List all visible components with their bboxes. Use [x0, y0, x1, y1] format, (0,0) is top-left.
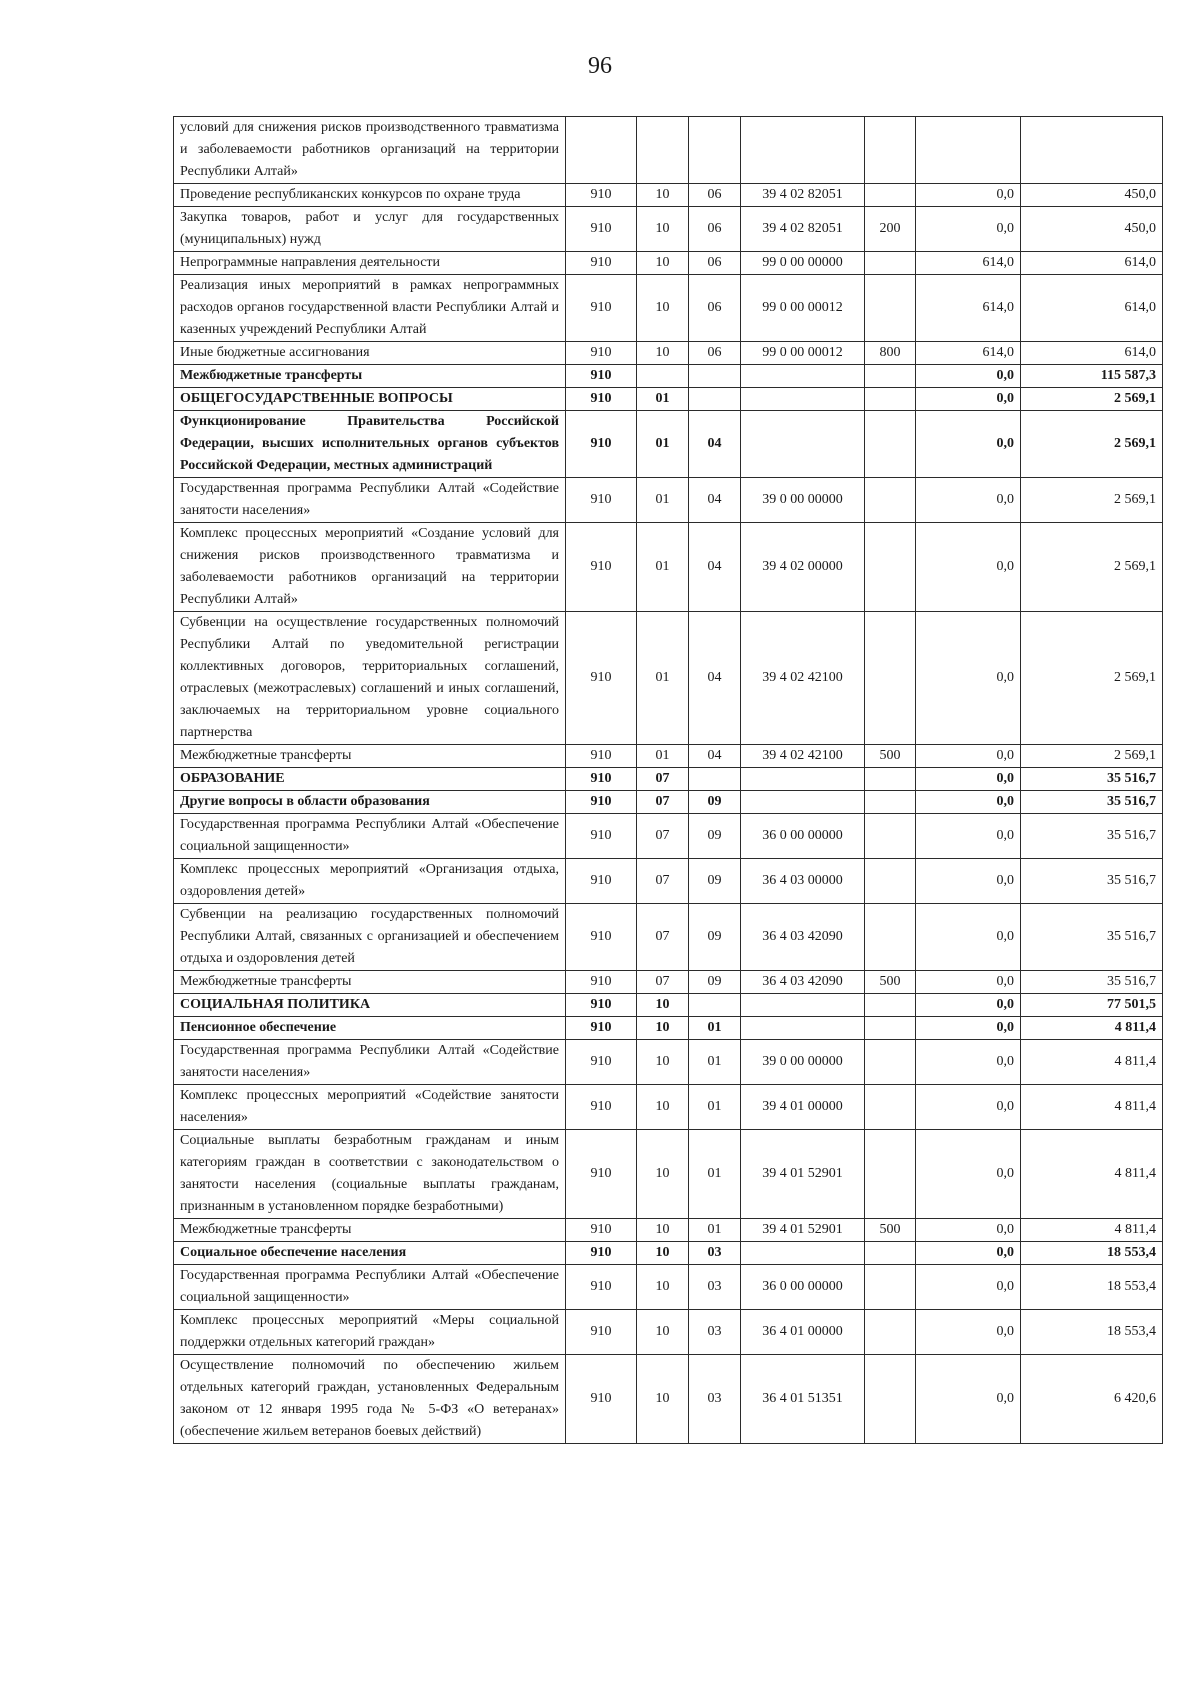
row-subsection-code: 03 [689, 1265, 741, 1310]
row-grbs-code: 910 [566, 184, 637, 207]
row-expense-type [865, 1017, 916, 1040]
row-amount-2: 2 569,1 [1021, 388, 1163, 411]
table-row [174, 904, 1163, 971]
row-amount-2: 4 811,4 [1021, 1219, 1163, 1242]
row-section-code: 10 [637, 1310, 689, 1355]
row-amount-2: 18 553,4 [1021, 1265, 1163, 1310]
row-target-article [741, 791, 865, 814]
row-subsection-code: 09 [689, 971, 741, 994]
row-grbs-code: 910 [566, 365, 637, 388]
row-section-code: 10 [637, 1040, 689, 1085]
table-row [174, 523, 1163, 612]
row-section-code: 07 [637, 859, 689, 904]
row-target-article: 39 4 02 82051 [741, 184, 865, 207]
row-expense-type [865, 275, 916, 342]
row-name: Иные бюджетные ассигнования [174, 342, 566, 365]
row-expense-type [865, 612, 916, 745]
row-name: условий для снижения рисков производственного травматизма и заболеваемости работников организаций на территории Республики Алтай» [174, 117, 566, 184]
row-name: Социальные выплаты безработным гражданам и иным категориям граждан в соответствии с законодательством о занятости населения (социальные выплаты гражданам, признанным в установленном порядке безработными) [174, 1130, 566, 1219]
row-target-article: 36 4 03 00000 [741, 859, 865, 904]
row-subsection-code: 04 [689, 478, 741, 523]
row-name: Государственная программа Республики Алтай «Содействие занятости населения» [174, 478, 566, 523]
row-amount-1: 0,0 [916, 411, 1021, 478]
row-amount-2: 35 516,7 [1021, 971, 1163, 994]
row-subsection-code: 01 [689, 1130, 741, 1219]
row-expense-type [865, 791, 916, 814]
row-section-code: 07 [637, 814, 689, 859]
row-section-code: 10 [637, 1242, 689, 1265]
row-expense-type [865, 859, 916, 904]
row-target-article: 39 0 00 00000 [741, 478, 865, 523]
row-amount-1: 0,0 [916, 1219, 1021, 1242]
row-name: Осуществление полномочий по обеспечению жильем отдельных категорий граждан, установленных Федеральным законом от 12 января 1995 года № 5-ФЗ «О ветеранах» (обеспечение жильем ветеранов боевых действий) [174, 1355, 566, 1444]
row-expense-type [865, 411, 916, 478]
row-amount-2: 2 569,1 [1021, 612, 1163, 745]
table-row [174, 388, 1163, 411]
row-expense-type [865, 1355, 916, 1444]
row-section-code: 07 [637, 768, 689, 791]
row-name: Реализация иных мероприятий в рамках непрограммных расходов органов государственной власти Республики Алтай и казенных учреждений Республики Алтай [174, 275, 566, 342]
table-row [174, 1017, 1163, 1040]
row-target-article [741, 994, 865, 1017]
row-grbs-code: 910 [566, 411, 637, 478]
table-row [174, 184, 1163, 207]
row-amount-1: 0,0 [916, 478, 1021, 523]
row-name: Государственная программа Республики Алтай «Обеспечение социальной защищенности» [174, 1265, 566, 1310]
row-grbs-code: 910 [566, 1265, 637, 1310]
row-section-code: 10 [637, 1130, 689, 1219]
row-target-article: 39 0 00 00000 [741, 1040, 865, 1085]
row-grbs-code: 910 [566, 478, 637, 523]
row-amount-1: 0,0 [916, 791, 1021, 814]
row-amount-1 [916, 117, 1021, 184]
row-name: Непрограммные направления деятельности [174, 252, 566, 275]
row-name: Комплекс процессных мероприятий «Содействие занятости населения» [174, 1085, 566, 1130]
row-expense-type [865, 768, 916, 791]
row-expense-type: 800 [865, 342, 916, 365]
row-amount-2: 115 587,3 [1021, 365, 1163, 388]
row-subsection-code [689, 994, 741, 1017]
row-section-code: 10 [637, 994, 689, 1017]
row-amount-2: 450,0 [1021, 184, 1163, 207]
row-amount-2: 450,0 [1021, 207, 1163, 252]
row-expense-type [865, 252, 916, 275]
table-row [174, 1040, 1163, 1085]
table-row [174, 814, 1163, 859]
row-expense-type [865, 365, 916, 388]
row-target-article: 39 4 02 42100 [741, 745, 865, 768]
row-name: Субвенции на реализацию государственных полномочий Республики Алтай, связанных с организацией и обеспечением отдыха и оздоровления детей [174, 904, 566, 971]
row-amount-2: 4 811,4 [1021, 1085, 1163, 1130]
row-amount-2: 614,0 [1021, 252, 1163, 275]
row-name: СОЦИАЛЬНАЯ ПОЛИТИКА [174, 994, 566, 1017]
row-target-article: 36 4 03 42090 [741, 904, 865, 971]
row-subsection-code: 06 [689, 252, 741, 275]
row-name: Государственная программа Республики Алтай «Обеспечение социальной защищенности» [174, 814, 566, 859]
row-target-article: 39 4 02 00000 [741, 523, 865, 612]
table-row [174, 768, 1163, 791]
row-amount-2: 614,0 [1021, 342, 1163, 365]
row-target-article: 99 0 00 00012 [741, 275, 865, 342]
row-amount-1: 0,0 [916, 612, 1021, 745]
row-target-article [741, 388, 865, 411]
table-row [174, 1242, 1163, 1265]
row-subsection-code: 03 [689, 1242, 741, 1265]
row-subsection-code [689, 117, 741, 184]
row-grbs-code: 910 [566, 971, 637, 994]
row-amount-1: 614,0 [916, 275, 1021, 342]
row-name: ОБЩЕГОСУДАРСТВЕННЫЕ ВОПРОСЫ [174, 388, 566, 411]
row-target-article: 99 0 00 00000 [741, 252, 865, 275]
row-name: Закупка товаров, работ и услуг для государственных (муниципальных) нужд [174, 207, 566, 252]
table-row [174, 1355, 1163, 1444]
row-expense-type: 500 [865, 1219, 916, 1242]
row-amount-1: 0,0 [916, 768, 1021, 791]
row-amount-2: 18 553,4 [1021, 1242, 1163, 1265]
row-grbs-code: 910 [566, 1219, 637, 1242]
row-section-code: 10 [637, 184, 689, 207]
row-name: Комплекс процессных мероприятий «Организация отдыха, оздоровления детей» [174, 859, 566, 904]
row-amount-2 [1021, 117, 1163, 184]
page-number: 96 [588, 53, 612, 79]
row-section-code: 07 [637, 904, 689, 971]
row-grbs-code: 910 [566, 612, 637, 745]
row-amount-2: 2 569,1 [1021, 745, 1163, 768]
row-grbs-code: 910 [566, 768, 637, 791]
row-amount-1: 0,0 [916, 1242, 1021, 1265]
row-name: Субвенции на осуществление государственных полномочий Республики Алтай по уведомительной регистрации коллективных договоров, территориальных соглашений, отраслевых (межотраслевых) соглашений и иных соглашений, заключаемых на территориальном уровне социального партнерства [174, 612, 566, 745]
row-subsection-code: 01 [689, 1085, 741, 1130]
row-amount-2: 614,0 [1021, 275, 1163, 342]
table-row [174, 1265, 1163, 1310]
row-target-article [741, 1242, 865, 1265]
row-name: ОБРАЗОВАНИЕ [174, 768, 566, 791]
row-expense-type [865, 1085, 916, 1130]
table-row [174, 1085, 1163, 1130]
row-section-code: 01 [637, 745, 689, 768]
row-target-article: 39 4 01 52901 [741, 1219, 865, 1242]
row-amount-2: 77 501,5 [1021, 994, 1163, 1017]
row-amount-2: 2 569,1 [1021, 478, 1163, 523]
row-grbs-code: 910 [566, 745, 637, 768]
row-section-code: 01 [637, 411, 689, 478]
row-subsection-code: 04 [689, 612, 741, 745]
table-row [174, 971, 1163, 994]
row-grbs-code: 910 [566, 275, 637, 342]
row-name: Межбюджетные трансферты [174, 971, 566, 994]
row-expense-type [865, 388, 916, 411]
row-subsection-code [689, 768, 741, 791]
row-grbs-code: 910 [566, 1130, 637, 1219]
row-section-code [637, 117, 689, 184]
row-section-code: 10 [637, 1265, 689, 1310]
row-amount-1: 0,0 [916, 971, 1021, 994]
row-amount-2: 4 811,4 [1021, 1017, 1163, 1040]
row-target-article [741, 365, 865, 388]
row-amount-1: 0,0 [916, 1085, 1021, 1130]
table-row [174, 791, 1163, 814]
row-expense-type [865, 904, 916, 971]
row-name: Межбюджетные трансферты [174, 1219, 566, 1242]
row-subsection-code: 06 [689, 184, 741, 207]
table-row [174, 1130, 1163, 1219]
row-section-code: 10 [637, 275, 689, 342]
row-amount-2: 2 569,1 [1021, 411, 1163, 478]
table-row [174, 252, 1163, 275]
row-target-article [741, 117, 865, 184]
row-grbs-code: 910 [566, 388, 637, 411]
row-expense-type: 500 [865, 745, 916, 768]
row-target-article [741, 411, 865, 478]
row-subsection-code: 06 [689, 207, 741, 252]
row-expense-type [865, 117, 916, 184]
row-amount-1: 0,0 [916, 745, 1021, 768]
row-subsection-code: 01 [689, 1040, 741, 1085]
row-target-article: 36 0 00 00000 [741, 814, 865, 859]
row-subsection-code [689, 365, 741, 388]
table-row [174, 1219, 1163, 1242]
row-subsection-code: 06 [689, 275, 741, 342]
row-amount-1: 614,0 [916, 342, 1021, 365]
row-expense-type [865, 1040, 916, 1085]
row-name: Другие вопросы в области образования [174, 791, 566, 814]
row-subsection-code: 04 [689, 523, 741, 612]
row-target-article [741, 1017, 865, 1040]
row-grbs-code: 910 [566, 904, 637, 971]
row-section-code: 10 [637, 342, 689, 365]
row-subsection-code: 09 [689, 814, 741, 859]
row-name: Социальное обеспечение населения [174, 1242, 566, 1265]
row-amount-1: 0,0 [916, 388, 1021, 411]
row-grbs-code [566, 117, 637, 184]
row-amount-1: 614,0 [916, 252, 1021, 275]
row-name: Межбюджетные трансферты [174, 365, 566, 388]
row-subsection-code: 04 [689, 745, 741, 768]
row-subsection-code: 09 [689, 791, 741, 814]
row-expense-type [865, 478, 916, 523]
row-amount-1: 0,0 [916, 1355, 1021, 1444]
budget-table [173, 116, 1163, 1444]
row-target-article: 36 4 01 00000 [741, 1310, 865, 1355]
row-section-code: 01 [637, 523, 689, 612]
row-name: Комплекс процессных мероприятий «Создание условий для снижения рисков производственного травматизма и заболеваемости работников организаций на территории Республики Алтай» [174, 523, 566, 612]
table-row [174, 478, 1163, 523]
table-row [174, 342, 1163, 365]
row-amount-1: 0,0 [916, 184, 1021, 207]
row-name: Функционирование Правительства Российской Федерации, высших исполнительных органов субъектов Российской Федерации, местных администраций [174, 411, 566, 478]
row-subsection-code: 09 [689, 904, 741, 971]
row-target-article: 39 4 02 42100 [741, 612, 865, 745]
table-row [174, 612, 1163, 745]
row-subsection-code [689, 388, 741, 411]
row-section-code: 10 [637, 1017, 689, 1040]
row-grbs-code: 910 [566, 814, 637, 859]
row-name: Межбюджетные трансферты [174, 745, 566, 768]
row-amount-1: 0,0 [916, 814, 1021, 859]
row-expense-type: 200 [865, 207, 916, 252]
row-expense-type [865, 1242, 916, 1265]
row-name: Государственная программа Республики Алтай «Содействие занятости населения» [174, 1040, 566, 1085]
row-amount-1: 0,0 [916, 859, 1021, 904]
row-target-article: 36 0 00 00000 [741, 1265, 865, 1310]
row-grbs-code: 910 [566, 791, 637, 814]
row-section-code: 01 [637, 388, 689, 411]
row-grbs-code: 910 [566, 1310, 637, 1355]
row-amount-2: 4 811,4 [1021, 1040, 1163, 1085]
row-section-code: 10 [637, 207, 689, 252]
row-amount-2: 2 569,1 [1021, 523, 1163, 612]
row-subsection-code: 06 [689, 342, 741, 365]
row-subsection-code: 03 [689, 1310, 741, 1355]
row-section-code: 07 [637, 791, 689, 814]
row-grbs-code: 910 [566, 207, 637, 252]
row-target-article: 39 4 01 52901 [741, 1130, 865, 1219]
row-amount-2: 35 516,7 [1021, 791, 1163, 814]
row-expense-type [865, 1265, 916, 1310]
row-expense-type [865, 814, 916, 859]
row-amount-1: 0,0 [916, 207, 1021, 252]
table-row [174, 994, 1163, 1017]
row-expense-type [865, 1130, 916, 1219]
row-subsection-code: 01 [689, 1017, 741, 1040]
table-row [174, 745, 1163, 768]
row-amount-1: 0,0 [916, 1265, 1021, 1310]
row-subsection-code: 03 [689, 1355, 741, 1444]
row-name: Проведение республиканских конкурсов по охране труда [174, 184, 566, 207]
row-target-article: 36 4 01 51351 [741, 1355, 865, 1444]
row-grbs-code: 910 [566, 1242, 637, 1265]
table-row [174, 207, 1163, 252]
row-amount-2: 4 811,4 [1021, 1130, 1163, 1219]
row-section-code: 10 [637, 1219, 689, 1242]
row-grbs-code: 910 [566, 1040, 637, 1085]
row-grbs-code: 910 [566, 252, 637, 275]
row-amount-1: 0,0 [916, 1040, 1021, 1085]
row-grbs-code: 910 [566, 523, 637, 612]
row-expense-type [865, 1310, 916, 1355]
row-expense-type [865, 994, 916, 1017]
row-section-code: 01 [637, 478, 689, 523]
row-amount-2: 35 516,7 [1021, 859, 1163, 904]
row-amount-2: 35 516,7 [1021, 768, 1163, 791]
row-amount-1: 0,0 [916, 523, 1021, 612]
table-row [174, 275, 1163, 342]
row-grbs-code: 910 [566, 1085, 637, 1130]
row-section-code: 10 [637, 1085, 689, 1130]
table-row [174, 1310, 1163, 1355]
row-amount-1: 0,0 [916, 1310, 1021, 1355]
row-amount-2: 35 516,7 [1021, 814, 1163, 859]
row-expense-type [865, 523, 916, 612]
row-target-article: 39 4 02 82051 [741, 207, 865, 252]
row-section-code [637, 365, 689, 388]
row-target-article [741, 768, 865, 791]
row-subsection-code: 04 [689, 411, 741, 478]
row-name: Пенсионное обеспечение [174, 1017, 566, 1040]
row-expense-type [865, 184, 916, 207]
row-grbs-code: 910 [566, 994, 637, 1017]
row-expense-type: 500 [865, 971, 916, 994]
row-name: Комплекс процессных мероприятий «Меры социальной поддержки отдельных категорий граждан» [174, 1310, 566, 1355]
row-amount-2: 18 553,4 [1021, 1310, 1163, 1355]
table-row [174, 365, 1163, 388]
row-target-article: 36 4 03 42090 [741, 971, 865, 994]
row-grbs-code: 910 [566, 1355, 637, 1444]
row-amount-1: 0,0 [916, 1130, 1021, 1219]
row-section-code: 10 [637, 1355, 689, 1444]
table-row [174, 117, 1163, 184]
row-subsection-code: 01 [689, 1219, 741, 1242]
row-section-code: 10 [637, 252, 689, 275]
row-amount-2: 35 516,7 [1021, 904, 1163, 971]
row-amount-1: 0,0 [916, 1017, 1021, 1040]
row-grbs-code: 910 [566, 1017, 637, 1040]
row-grbs-code: 910 [566, 859, 637, 904]
row-section-code: 07 [637, 971, 689, 994]
row-section-code: 01 [637, 612, 689, 745]
row-amount-1: 0,0 [916, 904, 1021, 971]
table-row [174, 411, 1163, 478]
row-amount-1: 0,0 [916, 994, 1021, 1017]
row-target-article: 39 4 01 00000 [741, 1085, 865, 1130]
row-grbs-code: 910 [566, 342, 637, 365]
row-target-article: 99 0 00 00012 [741, 342, 865, 365]
row-amount-1: 0,0 [916, 365, 1021, 388]
row-subsection-code: 09 [689, 859, 741, 904]
table-row [174, 859, 1163, 904]
row-amount-2: 6 420,6 [1021, 1355, 1163, 1444]
